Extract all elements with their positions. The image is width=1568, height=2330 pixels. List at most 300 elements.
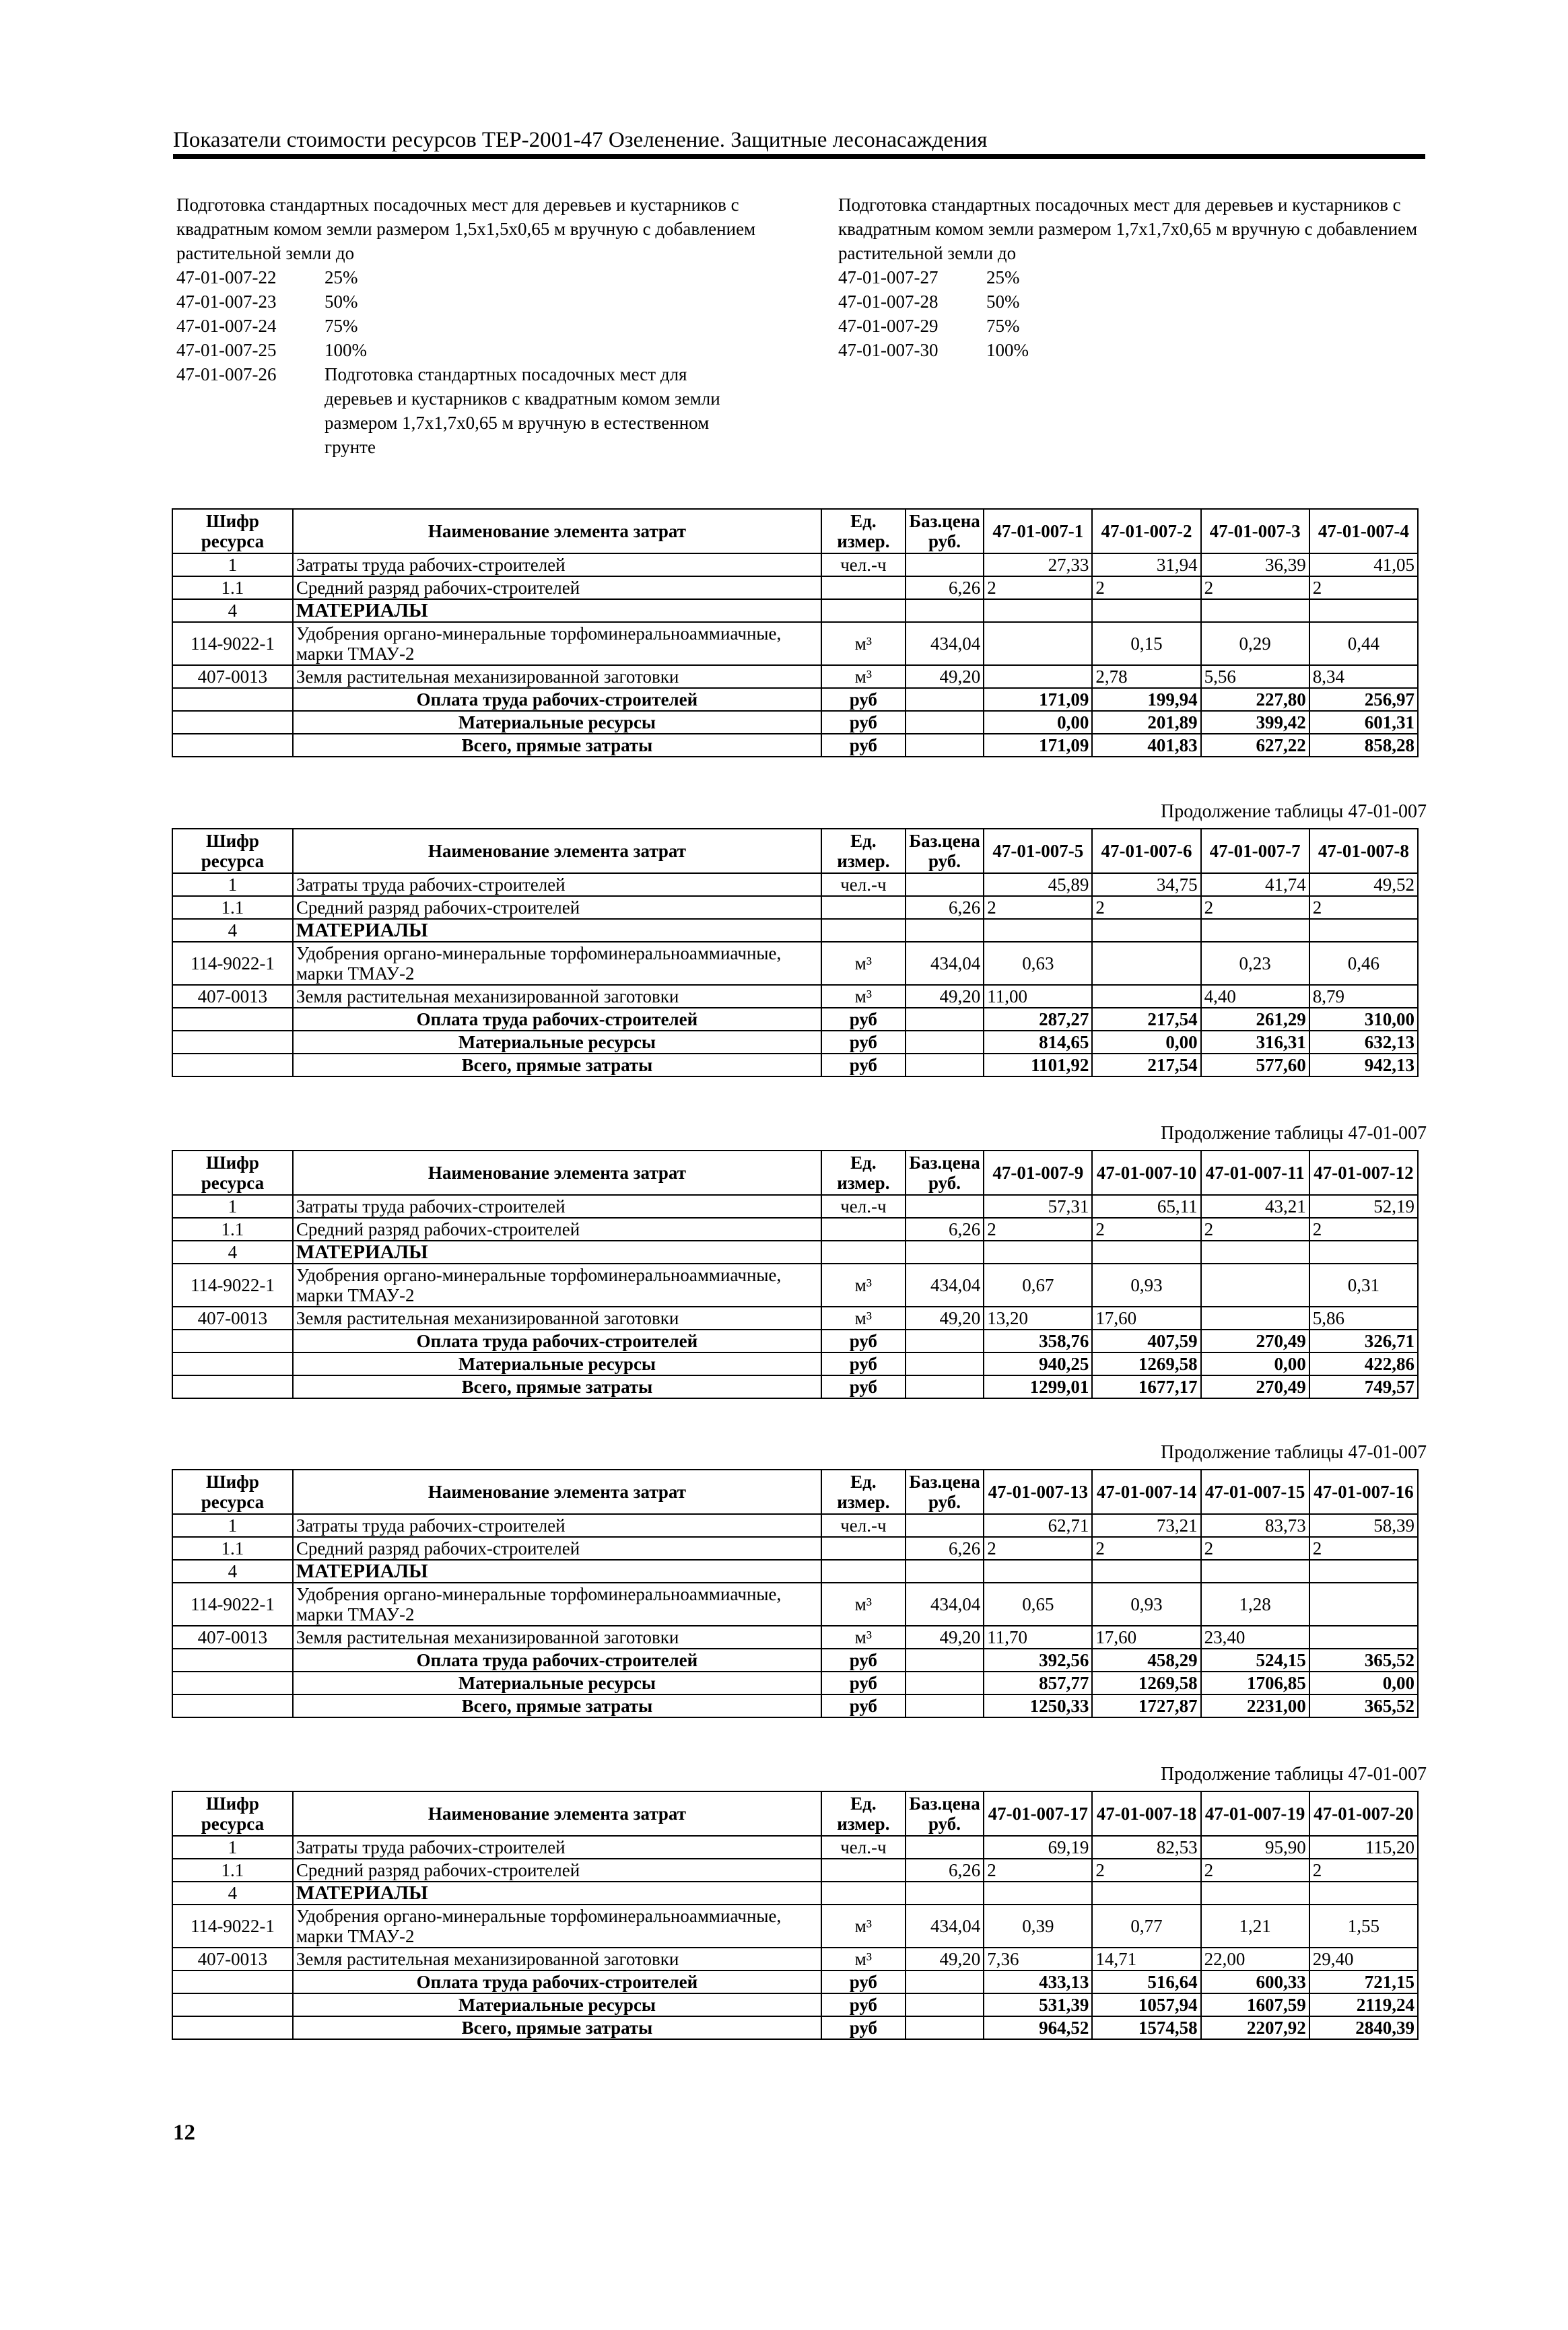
- header-column-code: 47-01-007-9: [984, 1151, 1092, 1195]
- resource-code: [172, 1672, 293, 1694]
- value-cell: 1,28: [1201, 1583, 1309, 1626]
- table-row: [172, 1307, 1418, 1330]
- value-cell: [1092, 1241, 1200, 1264]
- value-cell: [1309, 919, 1418, 942]
- resource-code: 1: [172, 553, 293, 576]
- summary-unit: руб: [821, 734, 906, 757]
- group-title: МАТЕРИАЛЫ: [293, 1241, 821, 1264]
- header-column-code: 47-01-007-20: [1309, 1791, 1418, 1836]
- value-cell: 17,60: [1092, 1307, 1200, 1330]
- value-cell: [1201, 599, 1309, 622]
- summary-value: 814,65: [984, 1031, 1092, 1054]
- resource-price: [906, 1241, 984, 1264]
- intro-left: [176, 193, 782, 459]
- summary-unit: руб: [821, 1993, 906, 2016]
- value-cell: [984, 1882, 1092, 1905]
- summary-value: 632,13: [1309, 1031, 1418, 1054]
- continuation-label: Продолжение таблицы 47-01-007: [1160, 1764, 1427, 1785]
- value-cell: [984, 665, 1092, 688]
- table-row: [172, 1882, 1418, 1905]
- resource-price: [906, 1971, 984, 1993]
- value-cell: 14,71: [1092, 1948, 1200, 1971]
- resource-unit: [821, 599, 906, 622]
- resource-price: 49,20: [906, 1307, 984, 1330]
- resource-price: [906, 1352, 984, 1375]
- table-row: [172, 942, 1418, 985]
- value-cell: 0,77: [1092, 1905, 1200, 1948]
- cost-table: [172, 1150, 1419, 1399]
- value-cell: [1092, 1560, 1200, 1583]
- summary-name: Всего, прямые затраты: [293, 1375, 821, 1398]
- intro-code: 47-01-007-25: [176, 340, 277, 360]
- resource-price: 49,20: [906, 1626, 984, 1649]
- resource-code: [172, 734, 293, 757]
- summary-value: 577,60: [1201, 1054, 1309, 1076]
- summary-value: 1607,59: [1201, 1993, 1309, 2016]
- summary-value: 199,94: [1092, 688, 1200, 711]
- summary-name: Всего, прямые затраты: [293, 1054, 821, 1076]
- resource-unit: чел.-ч: [821, 1514, 906, 1537]
- summary-value: 2231,00: [1201, 1694, 1309, 1717]
- header-column-code: 47-01-007-10: [1092, 1151, 1200, 1195]
- value-cell: 36,39: [1201, 553, 1309, 576]
- header-unit: Ед. измер.: [821, 1470, 906, 1514]
- intro-last-description: Подготовка стандартных посадочных мест для деревьев и кустарников с квадратным комом земли размером 1,7х1,7х0,65 м вручную в естественном грунте: [325, 364, 720, 457]
- summary-row: [172, 688, 1418, 711]
- value-cell: 83,73: [1201, 1514, 1309, 1537]
- value-cell: 17,60: [1092, 1626, 1200, 1649]
- resource-unit: м³: [821, 1307, 906, 1330]
- resource-code: 4: [172, 1560, 293, 1583]
- summary-value: 365,52: [1309, 1649, 1418, 1672]
- summary-unit: руб: [821, 1971, 906, 1993]
- resource-unit: чел.-ч: [821, 1836, 906, 1859]
- header-column-code: 47-01-007-7: [1201, 829, 1309, 873]
- table-row: [172, 985, 1418, 1008]
- resource-unit: м³: [821, 1905, 906, 1948]
- summary-value: 256,97: [1309, 688, 1418, 711]
- header-column-code: 47-01-007-2: [1092, 509, 1200, 553]
- continuation-label: Продолжение таблицы 47-01-007: [1160, 1123, 1427, 1144]
- resource-code: [172, 1031, 293, 1054]
- resource-code: 114-9022-1: [172, 622, 293, 665]
- table-row: [172, 1948, 1418, 1971]
- intro-code: 47-01-007-26: [176, 364, 277, 384]
- resource-unit: [821, 1241, 906, 1264]
- table-row: [172, 1583, 1418, 1626]
- resource-unit: [821, 896, 906, 919]
- resource-unit: м³: [821, 622, 906, 665]
- value-cell: [1092, 1882, 1200, 1905]
- resource-name: Земля растительная механизированной заготовки: [293, 665, 821, 688]
- page-number: 12: [173, 2121, 195, 2145]
- header-column-code: 47-01-007-6: [1092, 829, 1200, 873]
- table-row: [172, 576, 1418, 599]
- value-cell: 31,94: [1092, 553, 1200, 576]
- value-cell: [1092, 919, 1200, 942]
- intro-value: 100%: [986, 340, 1029, 360]
- table-row: [172, 919, 1418, 942]
- resource-code: 407-0013: [172, 1307, 293, 1330]
- summary-unit: руб: [821, 1694, 906, 1717]
- resource-price: 6,26: [906, 896, 984, 919]
- summary-value: 601,31: [1309, 711, 1418, 734]
- value-cell: 2: [1309, 576, 1418, 599]
- summary-unit: руб: [821, 688, 906, 711]
- page-header: Показатели стоимости ресурсов ТЕР-2001-47 Озеленение. Защитные лесонасаждения: [173, 128, 1425, 159]
- value-cell: 41,74: [1201, 873, 1309, 896]
- summary-name: Оплата труда рабочих-строителей: [293, 688, 821, 711]
- value-cell: [1309, 599, 1418, 622]
- summary-name: Материальные ресурсы: [293, 1031, 821, 1054]
- value-cell: 2: [1201, 576, 1309, 599]
- summary-value: 1057,94: [1092, 1993, 1200, 2016]
- value-cell: [984, 1560, 1092, 1583]
- summary-value: 2119,24: [1309, 1993, 1418, 2016]
- resource-unit: [821, 1560, 906, 1583]
- resource-name: Средний разряд рабочих-строителей: [293, 1218, 821, 1241]
- value-cell: 2: [1309, 1859, 1418, 1882]
- value-cell: [1201, 1882, 1309, 1905]
- value-cell: 43,21: [1201, 1195, 1309, 1218]
- summary-value: 1101,92: [984, 1054, 1092, 1076]
- resource-unit: м³: [821, 985, 906, 1008]
- resource-code: 114-9022-1: [172, 1264, 293, 1307]
- table-header-row: [172, 509, 1418, 553]
- value-cell: 2: [984, 1859, 1092, 1882]
- summary-row: [172, 711, 1418, 734]
- summary-value: 358,76: [984, 1330, 1092, 1352]
- resource-price: 434,04: [906, 1264, 984, 1307]
- header-price: Баз.цена руб.: [906, 509, 984, 553]
- value-cell: 27,33: [984, 553, 1092, 576]
- summary-value: 1706,85: [1201, 1672, 1309, 1694]
- cost-table: [172, 508, 1419, 757]
- value-cell: 1,55: [1309, 1905, 1418, 1948]
- summary-unit: руб: [821, 1330, 906, 1352]
- resource-price: 49,20: [906, 985, 984, 1008]
- summary-value: 270,49: [1201, 1375, 1309, 1398]
- intro-code-row: [838, 338, 1431, 362]
- value-cell: 7,36: [984, 1948, 1092, 1971]
- resource-price: 6,26: [906, 576, 984, 599]
- resource-price: [906, 734, 984, 757]
- header-unit: Ед. измер.: [821, 1791, 906, 1836]
- summary-name: Материальные ресурсы: [293, 1672, 821, 1694]
- table-row: [172, 1537, 1418, 1560]
- value-cell: 58,39: [1309, 1514, 1418, 1537]
- resource-price: [906, 1649, 984, 1672]
- value-cell: 57,31: [984, 1195, 1092, 1218]
- summary-unit: руб: [821, 711, 906, 734]
- resource-unit: [821, 919, 906, 942]
- header-name: Наименование элемента затрат: [293, 1151, 821, 1195]
- summary-value: 326,71: [1309, 1330, 1418, 1352]
- summary-value: 1727,87: [1092, 1694, 1200, 1717]
- resource-price: 434,04: [906, 1905, 984, 1948]
- value-cell: 69,19: [984, 1836, 1092, 1859]
- header-name: Наименование элемента затрат: [293, 829, 821, 873]
- resource-code: [172, 1375, 293, 1398]
- resource-unit: м³: [821, 665, 906, 688]
- header-price: Баз.цена руб.: [906, 1470, 984, 1514]
- resource-code: 1.1: [172, 1218, 293, 1241]
- table-row: [172, 1514, 1418, 1537]
- summary-row: [172, 2016, 1418, 2039]
- header-column-code: 47-01-007-15: [1201, 1470, 1309, 1514]
- resource-code: [172, 2016, 293, 2039]
- resource-name: Удобрения органо-минеральные торфоминеральноаммиачные, марки ТМАУ-2: [293, 942, 821, 985]
- value-cell: 0,46: [1309, 942, 1418, 985]
- value-cell: [1309, 1583, 1418, 1626]
- value-cell: 34,75: [1092, 873, 1200, 896]
- summary-name: Материальные ресурсы: [293, 1993, 821, 2016]
- value-cell: 115,20: [1309, 1836, 1418, 1859]
- resource-price: 6,26: [906, 1537, 984, 1560]
- value-cell: 0,65: [984, 1583, 1092, 1626]
- value-cell: [1309, 1560, 1418, 1583]
- intro-code: 47-01-007-22: [176, 267, 277, 287]
- resource-code: 114-9022-1: [172, 1583, 293, 1626]
- resource-code: [172, 688, 293, 711]
- summary-value: 531,39: [984, 1993, 1092, 2016]
- resource-code: 407-0013: [172, 1948, 293, 1971]
- resource-code: 4: [172, 599, 293, 622]
- summary-value: 627,22: [1201, 734, 1309, 757]
- resource-price: 49,20: [906, 1948, 984, 1971]
- value-cell: [1201, 1264, 1309, 1307]
- table-header-row: [172, 1151, 1418, 1195]
- table-header-row: [172, 1791, 1418, 1836]
- header-column-code: 47-01-007-19: [1201, 1791, 1309, 1836]
- intro-code: 47-01-007-30: [838, 340, 939, 360]
- intro-code: 47-01-007-23: [176, 292, 277, 312]
- value-cell: [1201, 1241, 1309, 1264]
- summary-value: 600,33: [1201, 1971, 1309, 1993]
- resource-price: [906, 1195, 984, 1218]
- header-column-code: 47-01-007-5: [984, 829, 1092, 873]
- header-name: Наименование элемента затрат: [293, 509, 821, 553]
- header-price: Баз.цена руб.: [906, 1151, 984, 1195]
- summary-value: 458,29: [1092, 1649, 1200, 1672]
- value-cell: [984, 599, 1092, 622]
- resource-code: 4: [172, 1882, 293, 1905]
- resource-code: 1.1: [172, 1859, 293, 1882]
- table-row: [172, 896, 1418, 919]
- resource-name: Средний разряд рабочих-строителей: [293, 1537, 821, 1560]
- value-cell: 8,79: [1309, 985, 1418, 1008]
- summary-name: Всего, прямые затраты: [293, 734, 821, 757]
- value-cell: 0,44: [1309, 622, 1418, 665]
- header-column-code: 47-01-007-12: [1309, 1151, 1418, 1195]
- value-cell: 49,52: [1309, 873, 1418, 896]
- summary-value: 1269,58: [1092, 1352, 1200, 1375]
- value-cell: 95,90: [1201, 1836, 1309, 1859]
- intro-right-description: Подготовка стандартных посадочных мест для деревьев и кустарников с квадратным комом земли размером 1,7х1,7х0,65 м вручную с добавлением растительной земли до: [838, 195, 1418, 263]
- summary-value: 227,80: [1201, 688, 1309, 711]
- intro-code: 47-01-007-27: [838, 267, 939, 287]
- resource-code: 1.1: [172, 576, 293, 599]
- value-cell: 45,89: [984, 873, 1092, 896]
- summary-row: [172, 1375, 1418, 1398]
- resource-name: Затраты труда рабочих-строителей: [293, 1195, 821, 1218]
- summary-value: 171,09: [984, 734, 1092, 757]
- summary-unit: руб: [821, 1054, 906, 1076]
- header-column-code: 47-01-007-8: [1309, 829, 1418, 873]
- summary-row: [172, 1971, 1418, 1993]
- summary-value: 1269,58: [1092, 1672, 1200, 1694]
- intro-code-row: [176, 338, 782, 362]
- resource-code: [172, 1694, 293, 1717]
- intro-code-row: [838, 289, 1431, 314]
- resource-name: Удобрения органо-минеральные торфоминеральноаммиачные, марки ТМАУ-2: [293, 622, 821, 665]
- summary-value: 524,15: [1201, 1649, 1309, 1672]
- resource-price: [906, 711, 984, 734]
- summary-value: 316,31: [1201, 1031, 1309, 1054]
- value-cell: 2: [984, 576, 1092, 599]
- table-row: [172, 553, 1418, 576]
- summary-name: Всего, прямые затраты: [293, 2016, 821, 2039]
- resource-code: 4: [172, 919, 293, 942]
- value-cell: 0,93: [1092, 1264, 1200, 1307]
- summary-value: 0,00: [984, 711, 1092, 734]
- summary-unit: руб: [821, 1649, 906, 1672]
- summary-value: 217,54: [1092, 1054, 1200, 1076]
- value-cell: 62,71: [984, 1514, 1092, 1537]
- table-row: [172, 665, 1418, 688]
- value-cell: [984, 622, 1092, 665]
- resource-price: [906, 1008, 984, 1031]
- resource-name: Средний разряд рабочих-строителей: [293, 896, 821, 919]
- header-column-code: 47-01-007-18: [1092, 1791, 1200, 1836]
- resource-unit: чел.-ч: [821, 1195, 906, 1218]
- summary-value: 1574,58: [1092, 2016, 1200, 2039]
- intro-value: 25%: [325, 267, 358, 287]
- table-row: [172, 1560, 1418, 1583]
- intro-left-description: Подготовка стандартных посадочных мест для деревьев и кустарников с квадратным комом земли размером 1,5х1,5х0,65 м вручную с добавлением растительной земли до: [176, 195, 756, 263]
- intro-value: 25%: [986, 267, 1020, 287]
- value-cell: 2: [1309, 896, 1418, 919]
- header-column-code: 47-01-007-16: [1309, 1470, 1418, 1514]
- intro-value: 75%: [986, 316, 1020, 336]
- summary-value: 365,52: [1309, 1694, 1418, 1717]
- value-cell: 2: [984, 896, 1092, 919]
- value-cell: 2: [1201, 1218, 1309, 1241]
- header-price: Баз.цена руб.: [906, 1791, 984, 1836]
- summary-value: 857,77: [984, 1672, 1092, 1694]
- summary-name: Оплата труда рабочих-строителей: [293, 1649, 821, 1672]
- value-cell: [984, 1241, 1092, 1264]
- resource-price: 434,04: [906, 1583, 984, 1626]
- resource-unit: м³: [821, 942, 906, 985]
- intro-code-row: [176, 289, 782, 314]
- summary-value: 516,64: [1092, 1971, 1200, 1993]
- resource-code: 114-9022-1: [172, 942, 293, 985]
- value-cell: [1309, 1626, 1418, 1649]
- summary-row: [172, 1008, 1418, 1031]
- summary-value: 201,89: [1092, 711, 1200, 734]
- value-cell: 29,40: [1309, 1948, 1418, 1971]
- resource-name: Земля растительная механизированной заготовки: [293, 1626, 821, 1649]
- intro-code: 47-01-007-24: [176, 316, 277, 336]
- resource-code: 1: [172, 1514, 293, 1537]
- summary-unit: руб: [821, 2016, 906, 2039]
- intro-code: 47-01-007-29: [838, 316, 939, 336]
- intro-code-row: [838, 314, 1431, 338]
- value-cell: 73,21: [1092, 1514, 1200, 1537]
- header-code: Шифр ресурса: [172, 829, 293, 873]
- value-cell: 0,63: [984, 942, 1092, 985]
- header-column-code: 47-01-007-13: [984, 1470, 1092, 1514]
- resource-price: [906, 873, 984, 896]
- table-row: [172, 1859, 1418, 1882]
- intro-right: [838, 193, 1431, 362]
- value-cell: 82,53: [1092, 1836, 1200, 1859]
- value-cell: 2: [1201, 1859, 1309, 1882]
- resource-name: Затраты труда рабочих-строителей: [293, 553, 821, 576]
- resource-code: [172, 711, 293, 734]
- resource-price: 434,04: [906, 622, 984, 665]
- resource-code: 1.1: [172, 896, 293, 919]
- table-row: [172, 1241, 1418, 1264]
- summary-row: [172, 1054, 1418, 1076]
- resource-code: [172, 1971, 293, 1993]
- intro-value: 50%: [325, 292, 358, 312]
- intro-value: 100%: [325, 340, 367, 360]
- resource-name: Затраты труда рабочих-строителей: [293, 873, 821, 896]
- resource-unit: м³: [821, 1626, 906, 1649]
- summary-value: 0,00: [1309, 1672, 1418, 1694]
- resource-name: Затраты труда рабочих-строителей: [293, 1514, 821, 1537]
- header-name: Наименование элемента затрат: [293, 1470, 821, 1514]
- table-row: [172, 873, 1418, 896]
- value-cell: [1201, 1560, 1309, 1583]
- header-column-code: 47-01-007-4: [1309, 509, 1418, 553]
- resource-price: [906, 919, 984, 942]
- resource-unit: [821, 1882, 906, 1905]
- resource-price: [906, 1672, 984, 1694]
- summary-unit: руб: [821, 1031, 906, 1054]
- summary-value: 1299,01: [984, 1375, 1092, 1398]
- resource-code: [172, 1008, 293, 1031]
- resource-unit: м³: [821, 1948, 906, 1971]
- resource-unit: [821, 1218, 906, 1241]
- value-cell: 2,78: [1092, 665, 1200, 688]
- header-name: Наименование элемента затрат: [293, 1791, 821, 1836]
- table-header-row: [172, 1470, 1418, 1514]
- summary-row: [172, 1352, 1418, 1375]
- header-column-code: 47-01-007-1: [984, 509, 1092, 553]
- resource-name: Земля растительная механизированной заготовки: [293, 985, 821, 1008]
- resource-code: 1.1: [172, 1537, 293, 1560]
- summary-name: Оплата труда рабочих-строителей: [293, 1008, 821, 1031]
- intro-code-row: [176, 314, 782, 338]
- summary-value: 287,27: [984, 1008, 1092, 1031]
- value-cell: 2: [1092, 1537, 1200, 1560]
- cost-table: [172, 828, 1419, 1077]
- table-row: [172, 599, 1418, 622]
- value-cell: 5,86: [1309, 1307, 1418, 1330]
- value-cell: 2: [1092, 576, 1200, 599]
- header-unit: Ед. измер.: [821, 829, 906, 873]
- resource-price: [906, 1375, 984, 1398]
- header-code: Шифр ресурса: [172, 1151, 293, 1195]
- summary-row: [172, 1649, 1418, 1672]
- value-cell: 2: [1092, 896, 1200, 919]
- resource-code: 114-9022-1: [172, 1905, 293, 1948]
- summary-value: 942,13: [1309, 1054, 1418, 1076]
- summary-value: 2207,92: [1201, 2016, 1309, 2039]
